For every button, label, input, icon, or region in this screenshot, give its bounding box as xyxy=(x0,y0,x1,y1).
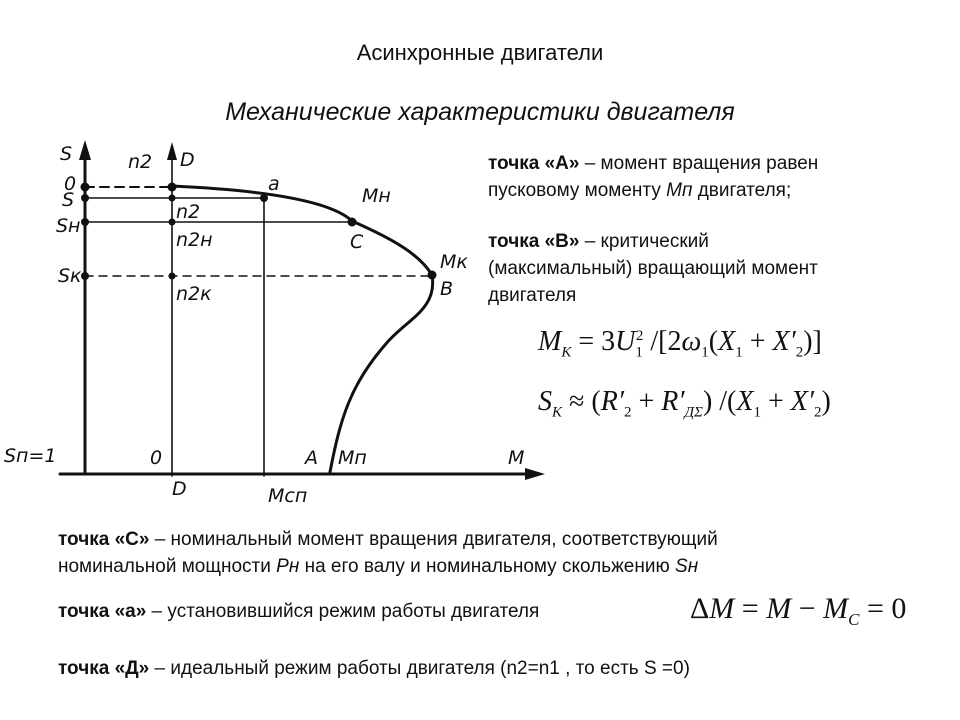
label-sn: Sн xyxy=(56,215,81,237)
point-d-description xyxy=(58,655,938,682)
slide-title: Асинхронные двигатели xyxy=(356,40,604,65)
label-n2k: n2к xyxy=(176,283,212,305)
label-s: S xyxy=(62,189,75,211)
s-axis-arrow xyxy=(79,140,91,160)
point-c-symbol-s: Sн xyxy=(675,556,699,577)
label-n2-top: n2 xyxy=(128,151,153,173)
label-msp: Mсп xyxy=(268,485,308,507)
label-mk: Mк xyxy=(440,251,468,273)
point-c-marker xyxy=(348,218,357,227)
label-m-axis: M xyxy=(508,447,525,469)
point-b-text-3: двигателя xyxy=(488,285,577,306)
point-c-description xyxy=(58,526,938,580)
point-s-marker xyxy=(81,194,89,202)
label-a-big: A xyxy=(305,447,318,469)
point-n2k-marker xyxy=(169,273,176,280)
point-b-text-2: (максимальный) вращающий момент xyxy=(488,258,818,279)
label-sk: Sк xyxy=(58,265,82,287)
point-a-text-1: – момент вращения равен xyxy=(579,153,819,174)
label-d-top: D xyxy=(180,149,195,171)
point-sn-marker xyxy=(81,218,89,226)
point-a-symbol: Mп xyxy=(666,180,693,201)
d-axis-arrow xyxy=(167,142,177,160)
point-zero-marker xyxy=(81,183,90,192)
point-d-marker xyxy=(168,183,177,192)
point-d-title: точка «Д» xyxy=(58,658,150,679)
slide-subtitle: Механические характеристики двигателя xyxy=(225,98,735,126)
point-b-marker xyxy=(428,271,437,280)
point-c-text-3: на его валу и номинальному скольжению xyxy=(299,556,676,577)
point-a2-description xyxy=(58,598,678,625)
point-a-description xyxy=(488,150,918,204)
label-n2n: n2н xyxy=(176,229,213,251)
point-d-text: – идеальный режим работы двигателя (n2=n1 , то есть S =0) xyxy=(149,658,690,679)
point-a-text-3: двигателя; xyxy=(692,180,792,201)
point-sk-marker xyxy=(81,272,89,280)
label-mp: Mп xyxy=(338,447,367,469)
point-a-title: точка «А» xyxy=(488,153,580,174)
point-a-small-marker xyxy=(260,194,268,202)
point-c-text-1: – номинальный момент вращения двигателя, соответствующий xyxy=(149,529,718,550)
point-a2-title: точка «а» xyxy=(58,601,147,622)
label-b: B xyxy=(440,278,454,300)
m-axis-arrow xyxy=(525,468,545,480)
label-d-bottom: D xyxy=(172,478,187,500)
point-n2n-marker xyxy=(169,219,176,226)
sk-formula: $S_K \approx (R'_2 + R'_{Д\Sigma}) /(X_1 + X'_2)$ xyxy=(538,386,831,421)
point-b-text-1: – критический xyxy=(579,231,709,252)
label-o-axis: 0 xyxy=(150,447,163,469)
mk-formula: $M_K = 3U_1^2$ $/[2\omega_1(X_1 + X'_2)]$ xyxy=(538,326,822,361)
point-c-text-2: номинальной мощности xyxy=(58,556,277,577)
mechanical-characteristic-diagram xyxy=(0,130,560,520)
delta-m-formula: $\Delta M = M - M_C = 0$ xyxy=(690,592,907,629)
label-sp1: Sп=1 xyxy=(4,445,57,467)
label-zero: 0 xyxy=(64,173,77,195)
point-c-title: точка «С» xyxy=(58,529,150,550)
point-c-symbol-p: Pн xyxy=(276,556,300,577)
label-mn: Mн xyxy=(362,185,391,207)
point-a-text-2: пусковому моменту xyxy=(488,180,667,201)
point-b-description xyxy=(488,228,928,309)
label-n2-row: n2 xyxy=(176,201,201,223)
point-n2-marker xyxy=(169,195,176,202)
label-c: C xyxy=(350,231,364,253)
label-a-small: a xyxy=(268,173,280,195)
point-b-title: точка «В» xyxy=(488,231,580,252)
point-a2-text: – установившийся режим работы двигателя xyxy=(146,601,540,622)
label-s-axis: S xyxy=(60,143,73,165)
